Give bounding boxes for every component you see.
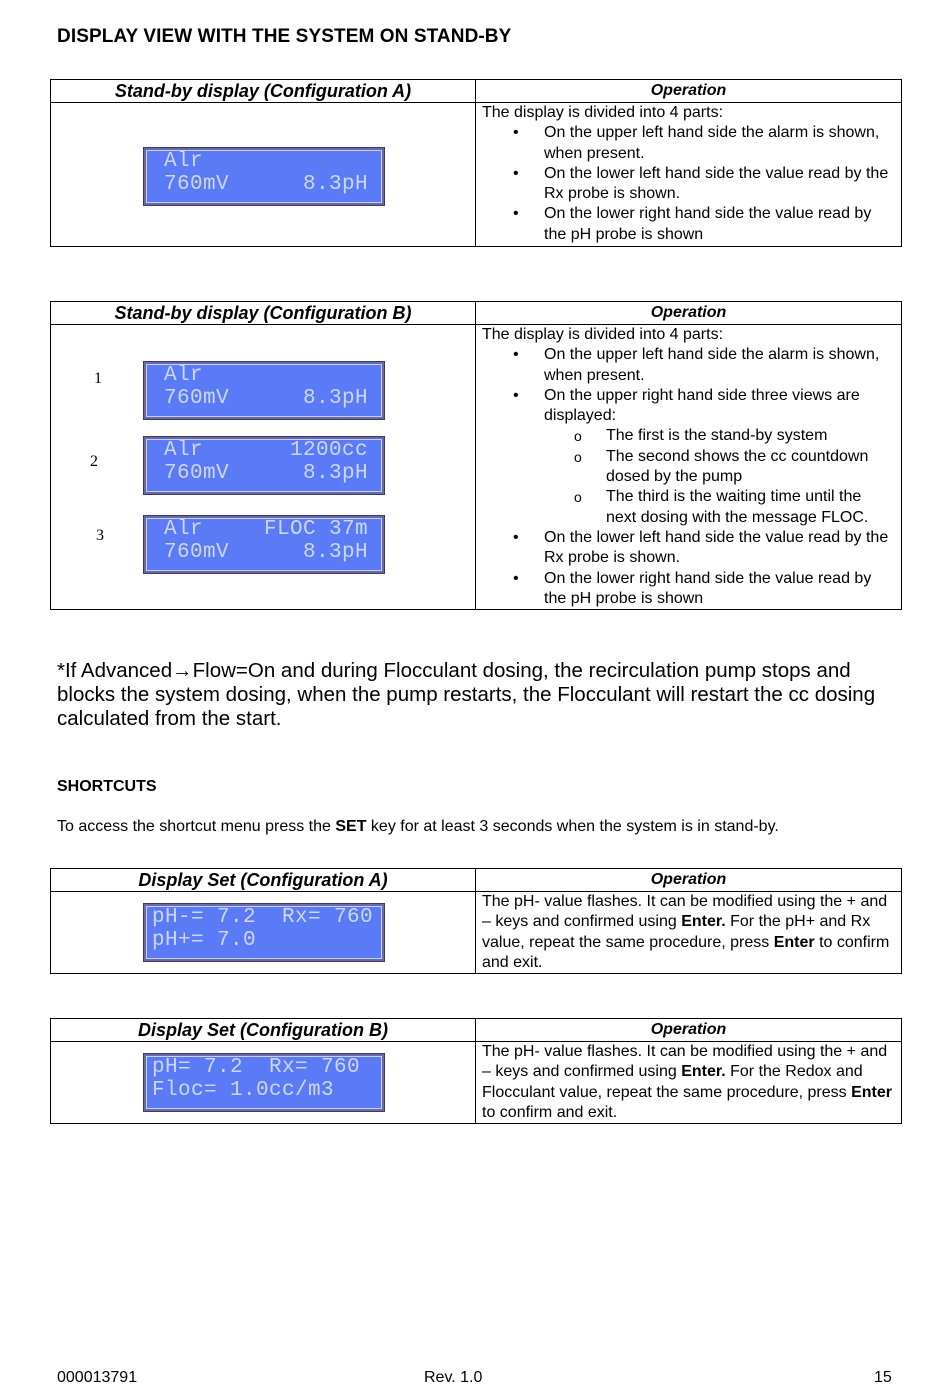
- lcd-ph-value: 8.3pH: [302, 541, 368, 564]
- footer-revision: Rev. 1.0: [424, 1369, 483, 1386]
- display-number: 3: [96, 527, 104, 544]
- op-text: The pH- value flashes. It can be modified using the + and – keys and confirmed using: [482, 893, 888, 931]
- table-a-operation-cell: [476, 103, 902, 247]
- note-part1: *If Advanced: [57, 659, 173, 682]
- lcd-display: [144, 1054, 384, 1111]
- arrow-icon: →: [172, 659, 193, 682]
- set-table-config-b: [50, 1018, 902, 1124]
- op-text: to confirm and exit.: [482, 933, 890, 971]
- display-number: 2: [90, 453, 98, 470]
- sub-list-item: o The first is the stand-by system: [606, 426, 895, 446]
- operation-intro: The display is divided into 4 parts:: [482, 326, 724, 343]
- shortcuts-title: SHORTCUTS: [57, 778, 157, 795]
- lcd-display-2: [144, 437, 384, 494]
- op-text: to confirm and exit.: [482, 1103, 618, 1121]
- op-text: For the Redox and Flocculant value, repeat the same procedure, press: [482, 1063, 863, 1101]
- sub-list-item: o The third is the waiting time until the next dosing with the message FLOC.: [606, 487, 895, 528]
- set-a-right-header: Operation: [476, 869, 902, 892]
- lcd-ph-value: 8.3pH: [302, 387, 368, 410]
- shortcuts-text-before: To access the shortcut menu press the: [57, 818, 336, 835]
- lcd-alarm: Alr: [164, 439, 204, 462]
- enter-key-label: Enter.: [681, 1063, 726, 1081]
- list-item: • On the lower right hand side the value read by the pH probe is shown: [544, 569, 895, 610]
- operation-intro: The display is divided into 4 parts:: [482, 104, 724, 121]
- footer-page-number: 15: [874, 1369, 892, 1386]
- shortcuts-text-after: key for at least 3 seconds when the system is in stand-by.: [366, 818, 779, 835]
- set-a-display-cell: [51, 892, 476, 974]
- set-a-operation-cell: [476, 892, 902, 974]
- standby-table-config-a: [50, 79, 902, 247]
- set-b-operation-cell: [476, 1042, 902, 1124]
- lcd-upper-right: 1200cc: [289, 439, 368, 462]
- lcd-ph-value: 8.3pH: [302, 173, 368, 196]
- op-text: For the pH+ and Rx value, repeat the same procedure, press: [482, 913, 871, 951]
- list-item: • On the lower left hand side the value read by the Rx probe is shown.: [544, 164, 895, 205]
- display-number: 1: [94, 370, 102, 387]
- list-item: • On the lower left hand side the value read by the Rx probe is shown.: [544, 528, 895, 569]
- lcd-alarm: Alr: [164, 150, 204, 173]
- lcd-ph-value: 8.3pH: [302, 462, 368, 485]
- lcd-rx-value: 760mV: [164, 387, 230, 410]
- lcd-row-2: Floc= 1.0cc/m3: [152, 1079, 335, 1102]
- operation-list: [482, 123, 895, 245]
- flow-note: [57, 659, 907, 731]
- page-heading: DISPLAY VIEW WITH THE SYSTEM ON STAND-BY: [57, 26, 512, 47]
- note-part2: Flow=On and during Flocculant dosing, the recirculation pump stops and blocks the system dosing, when the pump restarts, the Flocculant will restart the cc dosing calculated from the start.: [57, 659, 876, 730]
- table-a-display-cell: [51, 103, 476, 247]
- op-text: The pH- value flashes. It can be modified using the + and – keys and confirmed using: [482, 1043, 888, 1081]
- lcd-upper-right: FLOC 37m: [263, 518, 368, 541]
- list-item: • On the lower right hand side the value read by the pH probe is shown: [544, 204, 895, 245]
- set-table-config-a: [50, 868, 902, 974]
- sub-list-item: o The second shows the cc countdown dosed by the pump: [606, 447, 895, 488]
- lcd-display-1: [144, 362, 384, 419]
- footer-doc-number: 000013791: [57, 1369, 138, 1386]
- table-b-left-header: Stand-by display (Configuration B): [51, 302, 476, 325]
- enter-key-label: Enter: [851, 1083, 892, 1101]
- lcd-display: [144, 148, 384, 205]
- lcd-row-1: pH= 7.2 Rx= 760: [152, 1056, 361, 1079]
- table-b-operation-cell: [476, 325, 902, 610]
- lcd-rx-value: 760mV: [164, 541, 230, 564]
- lcd-row-2: pH+= 7.0: [152, 929, 257, 952]
- set-b-right-header: Operation: [476, 1019, 902, 1042]
- lcd-rx-value: 760mV: [164, 173, 230, 196]
- list-item-text: On the upper right hand side three views are displayed:: [544, 386, 860, 425]
- lcd-alarm: Alr: [164, 518, 204, 541]
- sub-list: [544, 426, 895, 527]
- table-b-display-cell: [51, 325, 476, 610]
- table-a-left-header: Stand-by display (Configuration A): [51, 80, 476, 103]
- set-b-display-cell: [51, 1042, 476, 1124]
- set-b-left-header: Display Set (Configuration B): [51, 1019, 476, 1042]
- shortcuts-text: [57, 818, 779, 836]
- list-item: [544, 386, 895, 528]
- set-key-label: SET: [335, 818, 367, 835]
- lcd-alarm: Alr: [164, 364, 204, 387]
- set-a-left-header: Display Set (Configuration A): [51, 869, 476, 892]
- operation-list: [482, 345, 895, 609]
- standby-table-config-b: [50, 301, 902, 610]
- enter-key-label: Enter.: [681, 913, 726, 931]
- lcd-row-1: pH-= 7.2 Rx= 760: [152, 906, 374, 929]
- lcd-display-3: [144, 516, 384, 573]
- enter-key-label: Enter: [773, 933, 815, 951]
- lcd-display: [144, 904, 384, 961]
- list-item: • On the upper left hand side the alarm is shown, when present.: [544, 123, 895, 164]
- table-b-right-header: Operation: [476, 302, 902, 325]
- lcd-rx-value: 760mV: [164, 462, 230, 485]
- list-item: • On the upper left hand side the alarm is shown, when present.: [544, 345, 895, 386]
- table-a-right-header: Operation: [476, 80, 902, 103]
